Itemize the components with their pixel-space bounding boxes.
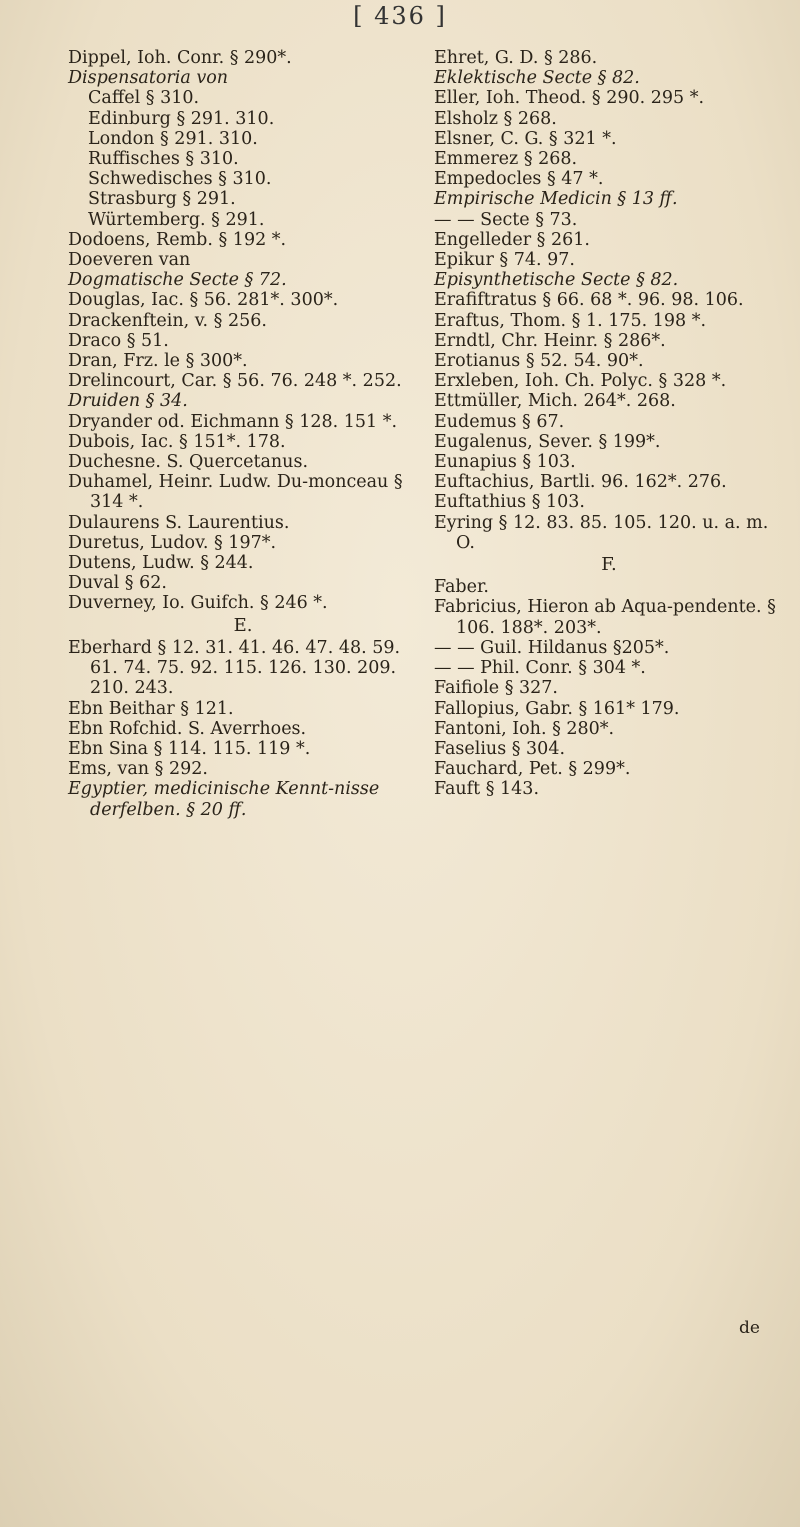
- index-entry: Erotianus § 52. 54. 90*.: [434, 351, 644, 372]
- index-entry: Ettmüller, Mich. 264*. 268.: [434, 391, 676, 412]
- index-entry: Eberhard § 12. 31. 41. 46. 47. 48. 59. 61. 74. 75. 92. 115. 126. 130. 209. 210. 243.: [68, 637, 401, 699]
- section-letter: E.: [233, 614, 253, 636]
- page-number: [ 436 ]: [353, 2, 447, 30]
- index-entry: Duverney, Io. Guifch. § 246 *.: [68, 593, 328, 614]
- index-entry: Erxleben, Ioh. Ch. Polyc. § 328 *.: [434, 371, 727, 392]
- index-entry: Drelincourt, Car. § 56. 76. 248 *. 252.: [68, 371, 402, 392]
- index-entry: Elsner, C. G. § 321 *.: [434, 128, 617, 149]
- index-entry: Egyptier, medicinische Kennt-nisse derfelben. § 20 ff.: [68, 779, 380, 820]
- index-entry: Edinburg § 291. 310.: [88, 108, 275, 129]
- index-entry: Faselius § 304.: [434, 738, 566, 759]
- section-letter: F.: [601, 554, 617, 576]
- index-entry: Duchesne. S. Quercetanus.: [68, 452, 309, 473]
- index-entry: Eudemus § 67.: [434, 411, 565, 432]
- index-entry: Ruffisches § 310.: [88, 149, 239, 170]
- index-entry: Epikur § 74. 97.: [434, 250, 575, 271]
- index-entry: Fallopius, Gabr. § 161* 179.: [434, 698, 680, 719]
- index-entry: Eklektische Secte § 82.: [434, 68, 640, 89]
- index-entry: Erndtl, Chr. Heinr. § 286*.: [434, 330, 666, 351]
- index-entry: Euftathius § 103.: [434, 492, 585, 513]
- index-entry: Schwedisches § 310.: [88, 169, 272, 190]
- index-entry: Euftachius, Bartli. 96. 162*. 276.: [434, 472, 727, 493]
- index-entry: Ebn Beithar § 121.: [68, 698, 234, 719]
- index-entry: Dutens, Ludw. § 244.: [68, 553, 254, 574]
- index-entry: Faifiole § 327.: [434, 678, 558, 699]
- index-entry: Drackenftein, v. § 256.: [68, 310, 267, 331]
- index-entry: Duretus, Ludov. § 197*.: [68, 532, 277, 553]
- index-entry: Engelleder § 261.: [434, 229, 590, 250]
- index-entry: Emmerez § 268.: [434, 149, 578, 170]
- index-entry: Druiden § 34.: [68, 391, 188, 412]
- index-entry: Eyring § 12. 83. 85. 105. 120. u. a. m. O.: [434, 512, 769, 553]
- index-entry: Empedocles § 47 *.: [434, 169, 604, 190]
- index-entry: Dispensatoria von: [68, 68, 229, 89]
- index-column-right: [434, 48, 784, 800]
- index-entry: Dogmatische Secte § 72.: [68, 270, 287, 291]
- index-entry: Elsholz § 268.: [434, 108, 557, 129]
- index-entry: Eraftus, Thom. § 1. 175. 198 *.: [434, 310, 707, 331]
- index-entry: Empirische Medicin § 13 ff.: [434, 189, 678, 210]
- index-entry: Dippel, Ioh. Conr. § 290*.: [68, 48, 292, 68]
- index-entry: Erafiftratus § 66. 68 *. 96. 98. 106.: [434, 290, 744, 311]
- index-entry: Ebn Sina § 114. 115. 119 *.: [68, 738, 311, 759]
- index-entry: Dulaurens S. Laurentius.: [68, 512, 290, 533]
- index-entry: Draco § 51.: [68, 330, 169, 351]
- index-entry: Duhamel, Heinr. Ludw. Du-monceau § 314 *.: [68, 472, 403, 513]
- index-column-left: [68, 48, 418, 820]
- index-entry: Eugalenus, Sever. § 199*.: [434, 431, 661, 452]
- index-entry: — — Guil. Hildanus §205*.: [434, 637, 670, 658]
- index-entry: Fauft § 143.: [434, 779, 540, 800]
- index-entry: Ems, van § 292.: [68, 759, 208, 780]
- index-entry: Strasburg § 291.: [88, 189, 236, 210]
- index-entry: Eunapius § 103.: [434, 452, 576, 473]
- index-entry: Ehret, G. D. § 286.: [434, 48, 598, 68]
- index-entry: Caffel § 310.: [88, 88, 200, 109]
- index-entry: London § 291. 310.: [88, 128, 258, 149]
- index-entry: Dran, Frz. le § 300*.: [68, 351, 248, 372]
- index-entry: Doeveren van: [68, 250, 191, 271]
- index-entry: Ebn Rofchid. S. Averrhoes.: [68, 718, 307, 739]
- index-entry: Eller, Ioh. Theod. § 290. 295 *.: [434, 88, 705, 109]
- index-entry: Dodoens, Remb. § 192 *.: [68, 229, 287, 250]
- index-entry: Duval § 62.: [68, 573, 167, 594]
- index-entry: Fabricius, Hieron ab Aqua-pendente. § 106. 188*. 203*.: [434, 597, 776, 638]
- index-entry: Dubois, Iac. § 151*. 178.: [68, 431, 286, 452]
- index-entry: Douglas, Iac. § 56. 281*. 300*.: [68, 290, 339, 311]
- index-entry: Würtemberg. § 291.: [88, 209, 265, 230]
- index-entry: — — Phil. Conr. § 304 *.: [434, 658, 646, 679]
- index-entry: Dryander od. Eichmann § 128. 151 *.: [68, 411, 398, 432]
- index-entry: — — Secte § 73.: [434, 209, 578, 230]
- index-entry: Episynthetische Secte § 82.: [434, 270, 679, 291]
- index-entry: Faber.: [434, 577, 489, 598]
- index-entry: Fauchard, Pet. § 299*.: [434, 759, 631, 780]
- index-entry: Fantoni, Ioh. § 280*.: [434, 718, 615, 739]
- catchword: de: [739, 1318, 760, 1338]
